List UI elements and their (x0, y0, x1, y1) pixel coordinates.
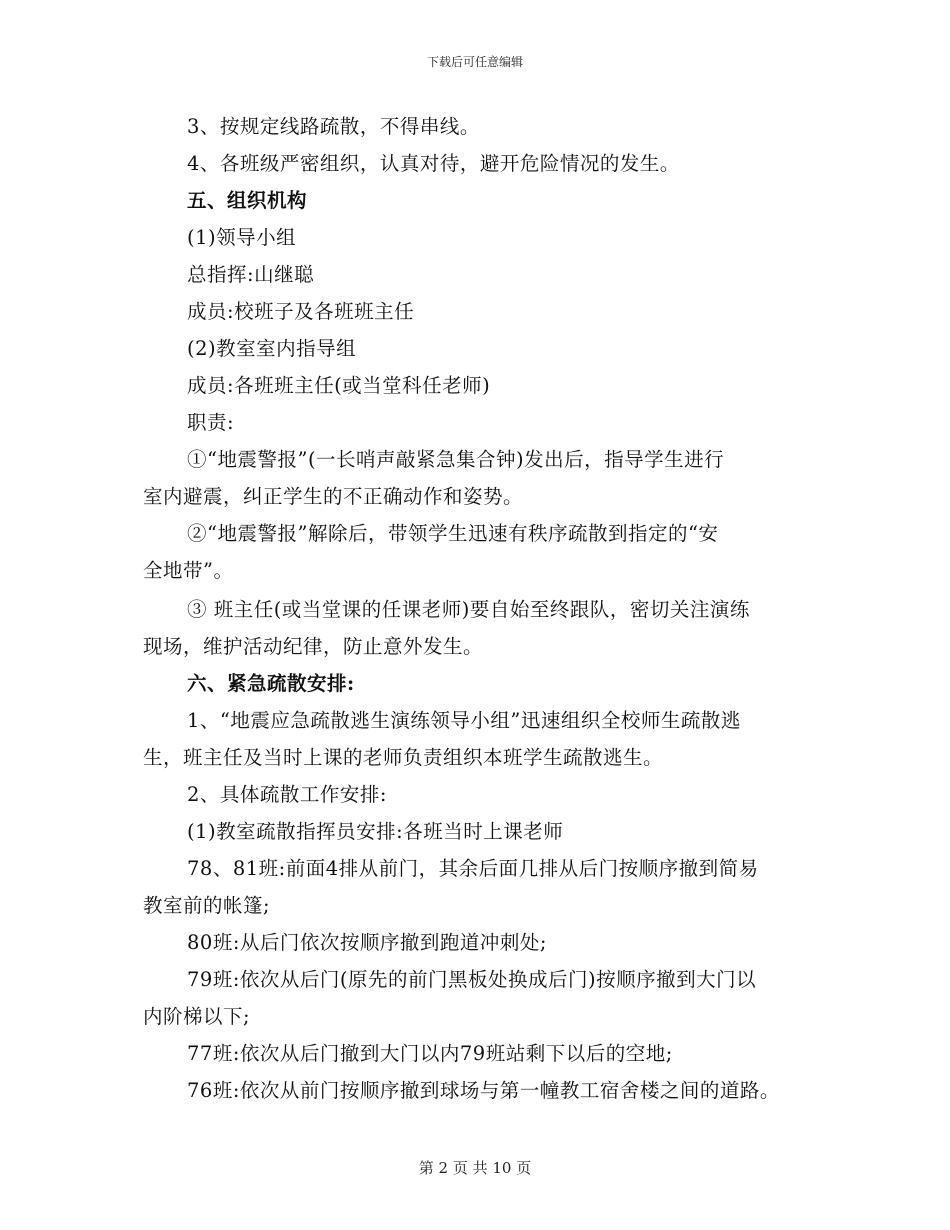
text-line: ①“地震警报”(一长哨声敲紧急集合钟)发出后，指导学生进行 (187, 448, 725, 471)
subsection-heading: (2)教室室内指导组 (187, 337, 357, 360)
text-line: 全地带”。 (143, 559, 234, 582)
text-line: 生，班主任及当时上课的老师负责组织本班学生疏散逃生。 (143, 746, 664, 769)
text-line: 77班:依次从后门撤到大门以内79班站剩下以后的空地; (187, 1042, 673, 1065)
text-line: 室内避震，纠正学生的不正确动作和姿势。 (143, 485, 524, 508)
text-line: 总指挥:山继聪 (187, 263, 315, 286)
text-line: 3、按规定线路疏散，不得串线。 (187, 115, 480, 138)
page-header: 下载后可任意编辑 (426, 55, 523, 69)
text-line: 成员:校班子及各班班主任 (187, 300, 415, 323)
text-line: (1)教室疏散指挥员安排:各班当时上课老师 (187, 820, 564, 843)
text-line: 现场，维护活动纪律，防止意外发生。 (143, 635, 484, 658)
text-line: 79班:依次从后门(原先的前门黑板处换成后门)按顺序撤到大门以 (187, 968, 757, 991)
text-line: 1、“地震应急疏散逃生演练领导小组”迅速组织全校师生疏散逃 (187, 709, 741, 732)
text-line: 76班:依次从前门按顺序撤到球场与第一幢教工宿舍楼之间的道路。 (187, 1079, 780, 1102)
text-line: 4、各班级严密组织，认真对待，避开危险情况的发生。 (187, 152, 680, 175)
text-line: 职责: (187, 411, 235, 434)
text-line: 内阶梯以下; (143, 1005, 251, 1028)
text-line: ③ 班主任(或当堂课的任课老师)要自始至终跟队，密切关注演练 (187, 598, 750, 621)
text-line: 78、81班:前面4排从前门，其余后面几排从后门按顺序撤到简易 (187, 857, 759, 880)
text-line: 成员:各班班主任(或当堂科任老师) (187, 374, 491, 397)
text-line: 教室前的帐篷; (143, 894, 271, 917)
text-line: 80班:从后门依次按顺序撤到跑道冲刺处; (187, 931, 547, 954)
page-footer: 第 2 页 共 10 页 (418, 1159, 532, 1177)
section-heading: 五、组织机构 (187, 189, 308, 212)
section-heading: 六、紧急疏散安排: (187, 672, 355, 695)
subsection-heading: (1)领导小组 (187, 226, 297, 249)
text-line: 2、具体疏散工作安排: (187, 783, 387, 806)
text-line: ②“地震警报”解除后，带领学生迅速有秩序疏散到指定的“安 (187, 522, 719, 545)
